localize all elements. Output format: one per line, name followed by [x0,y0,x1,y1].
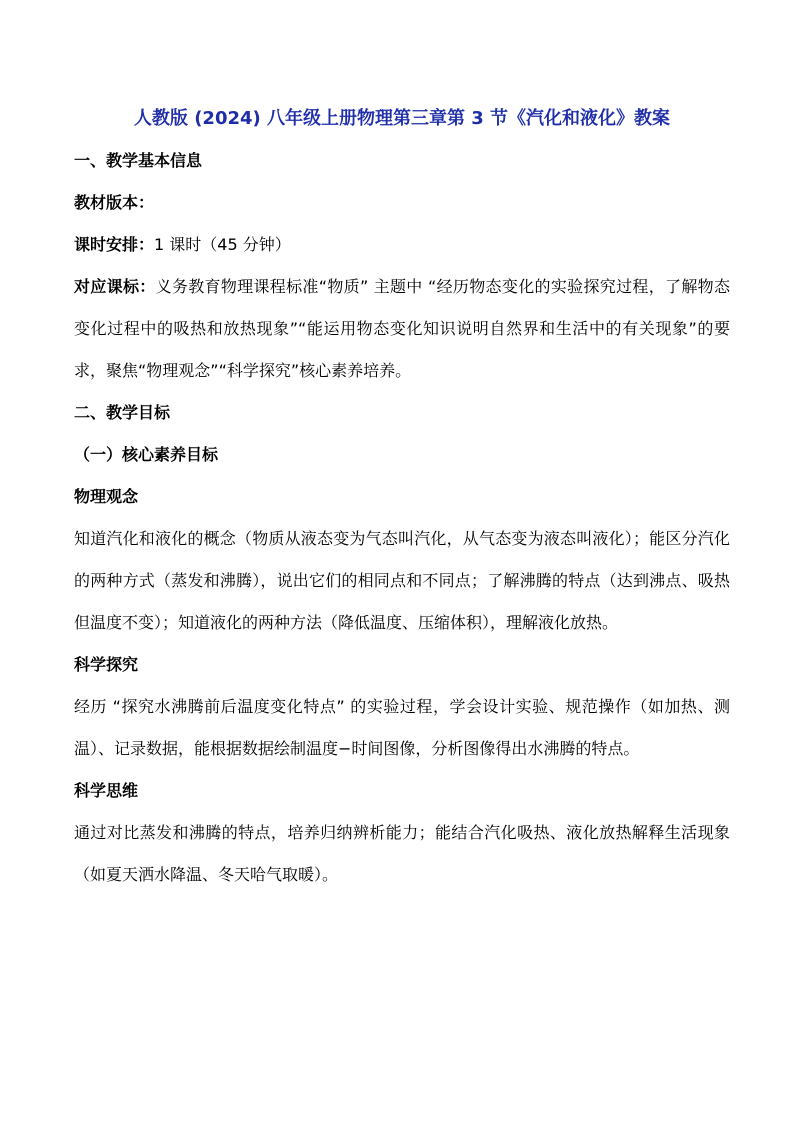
schedule-label: 课时安排： [74,235,155,254]
scientific-inquiry-text: 经历 “探究水沸腾前后温度变化特点” 的实验过程，学会设计实验、规范操作（如加热、测温）、记录数据，能根据数据绘制温度−时间图像，分析图像得出水沸腾的特点。 [74,697,730,758]
schedule-value: 1 课时（45 分钟） [154,235,291,254]
document-page [74,98,730,896]
subsection-heading-core-literacy: （一）核心素养目标 [74,445,219,464]
physics-concept-text: 知道汽化和液化的概念（物质从液态变为气态叫汽化，从气态变为液态叫液化）；能区分汽化的两种方式（蒸发和沸腾），说出它们的相同点和不同点；了解沸腾的特点（达到沸点、吸热但温度不变）；知道液化的两种方法（降低温度、压缩体积），理解液化放热。 [74,529,730,632]
schedule-line [74,224,730,266]
textbook-line [74,182,730,224]
textbook-label: 教材版本： [74,193,155,212]
standard-paragraph [74,266,730,392]
scientific-thinking-heading: 科学思维 [74,781,139,800]
section-heading-basic-info: 一、教学基本信息 [74,151,203,170]
scientific-thinking-text: 通过对比蒸发和沸腾的特点，培养归纳辨析能力；能结合汽化吸热、液化放热解释生活现象（如夏天洒水降温、冬天哈气取暖）。 [74,823,730,884]
document-title: 人教版 (2024) 八年级上册物理第三章第 3 节《汽化和液化》教案 [133,108,671,129]
standard-value: 义务教育物理课程标准“物质” 主题中 “经历物态变化的实验探究过程，了解物态变化过程中的吸热和放热现象”“能运用物态变化知识说明自然界和生活中的有关现象”的要求，聚焦“物理观念”“科学探究”核心素养培养。 [74,277,730,380]
scientific-inquiry-heading: 科学探究 [74,655,139,674]
physics-concept-heading: 物理观念 [74,487,139,506]
section-heading-objectives: 二、教学目标 [74,403,171,422]
standard-label: 对应课标： [74,277,156,296]
